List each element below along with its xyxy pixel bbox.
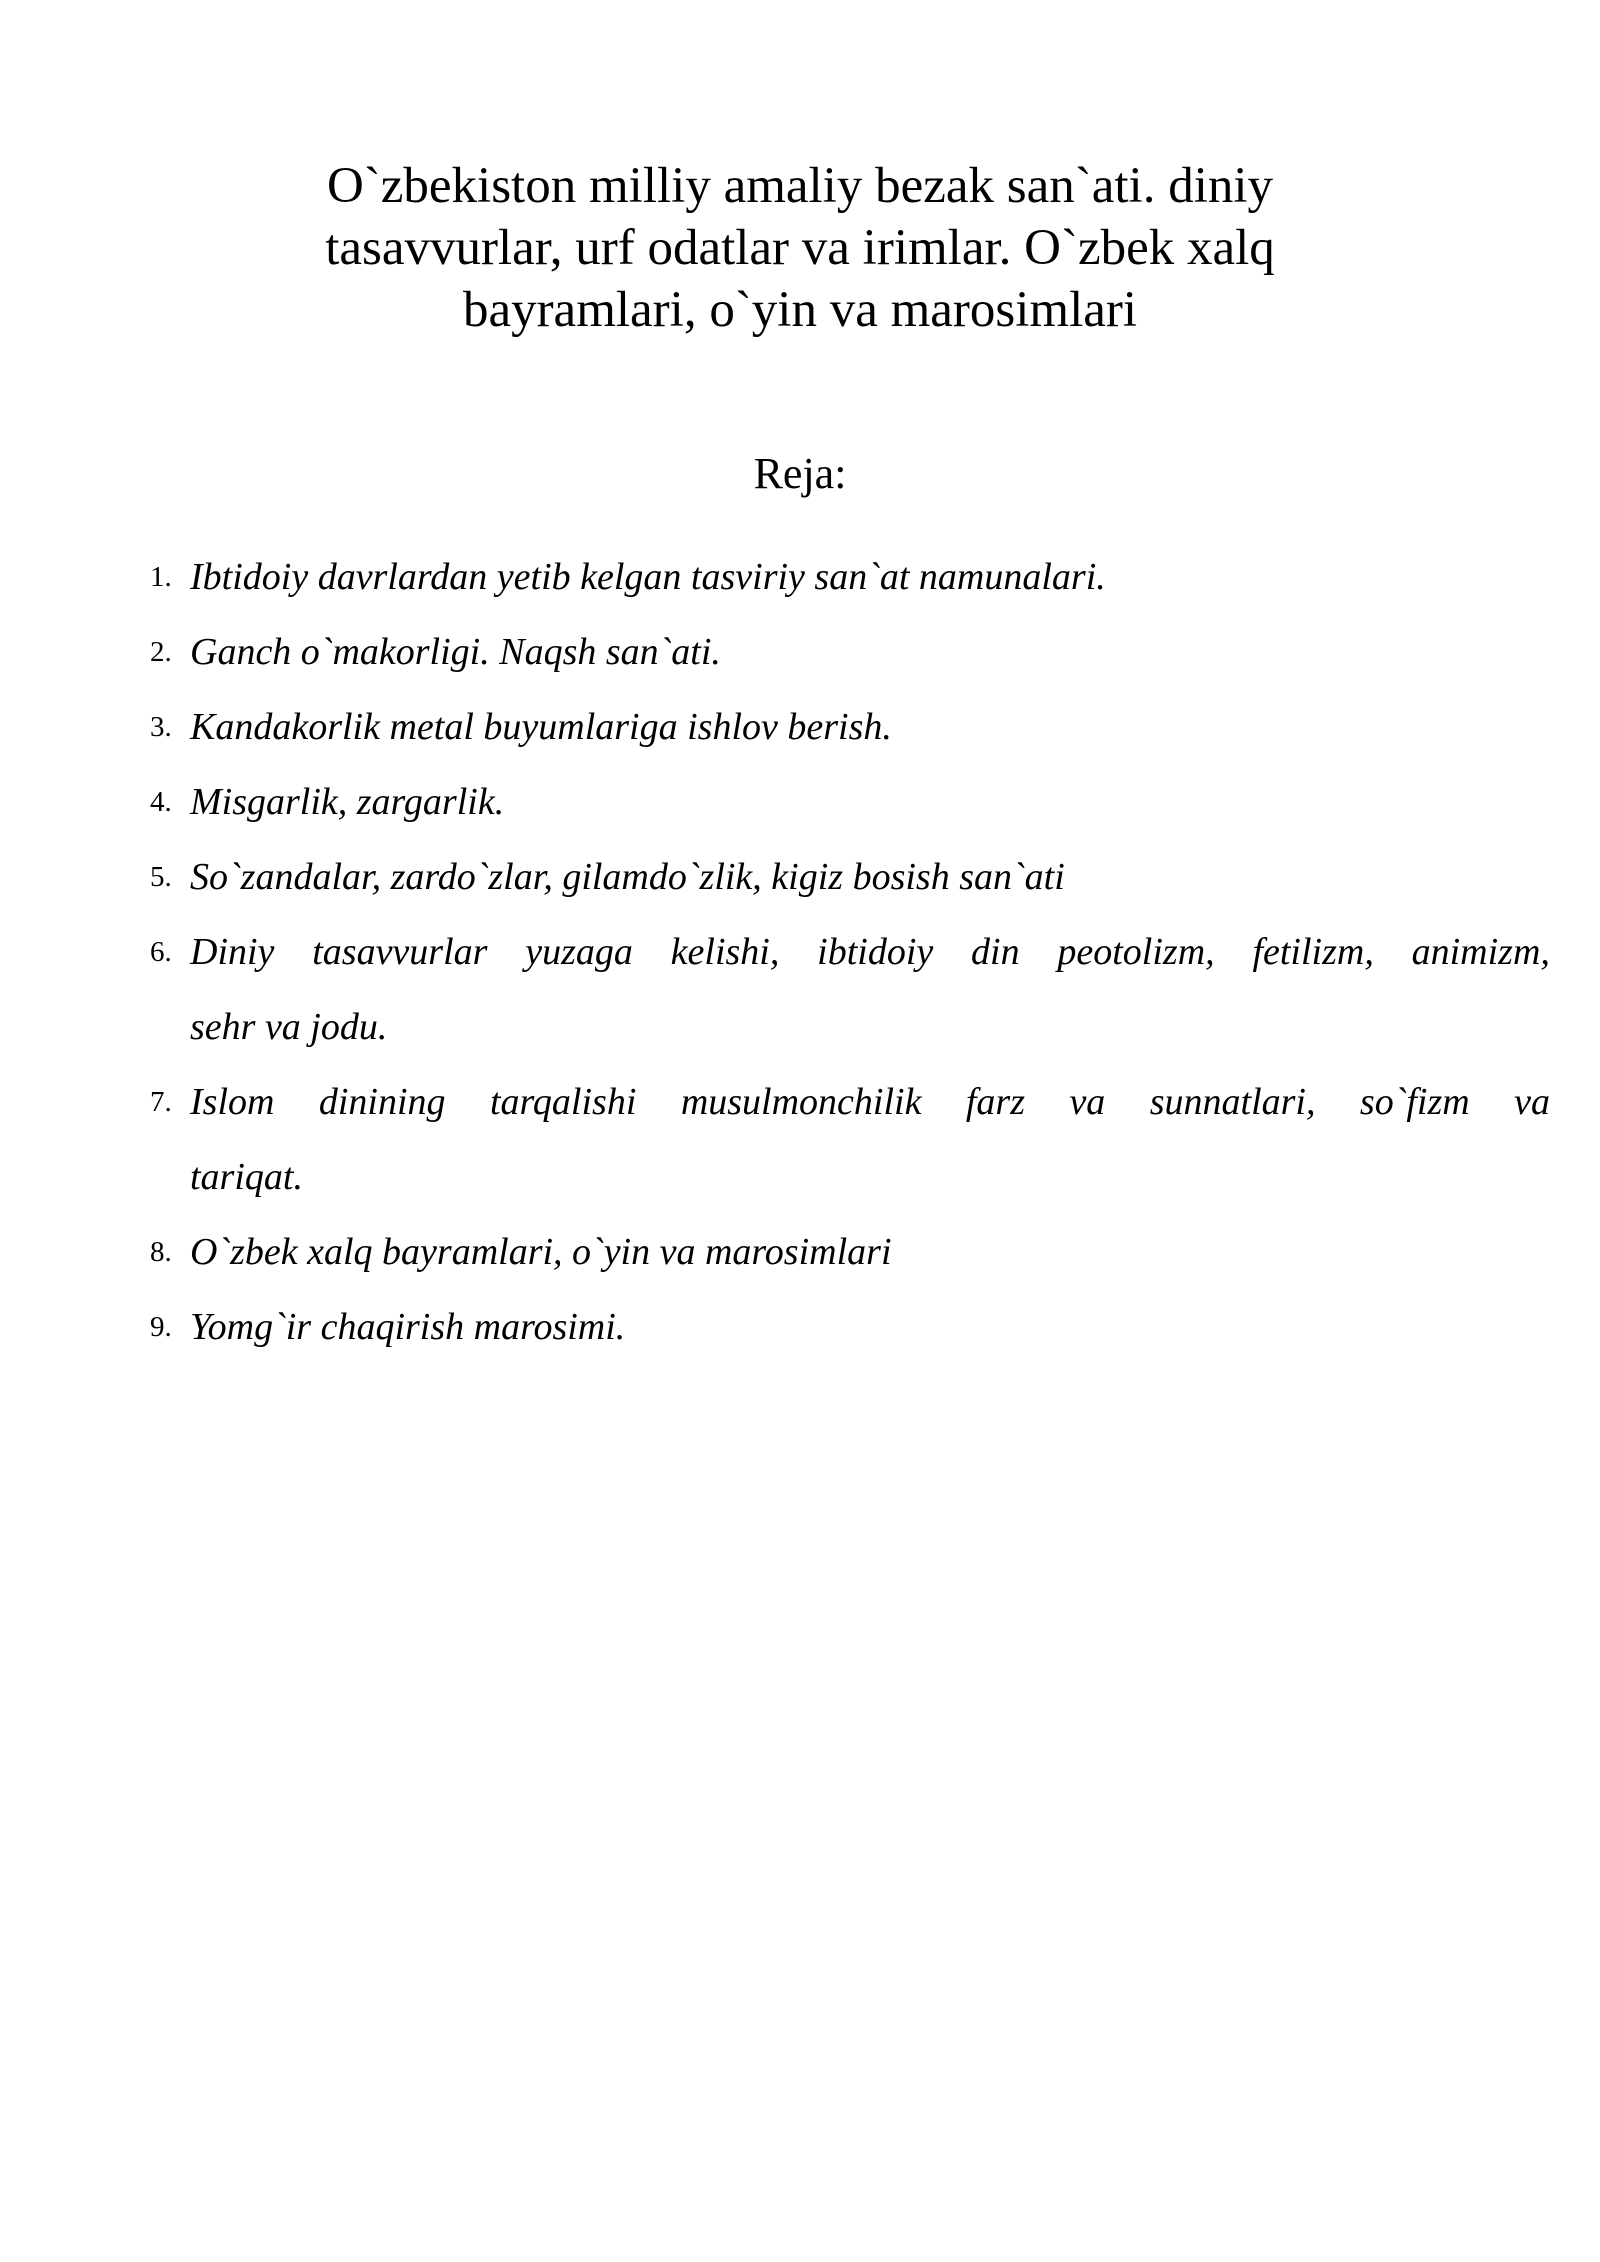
plan-item-word: va: [1514, 1081, 1550, 1123]
title-line: O`zbekiston milliy amaliy bezak san`ati. diniy: [326, 158, 1274, 214]
plan-item-line: Ibtidoiy davrlardan yetib kelgan tasviriy san`at namunalari.: [190, 556, 1106, 598]
plan-item-text: [190, 690, 1510, 765]
plan-item: [150, 1065, 1550, 1215]
plan-item: [150, 765, 1510, 840]
plan-item-line: Misgarlik, zargarlik.: [190, 781, 505, 823]
plan-item-word: animizm,: [1411, 931, 1550, 973]
plan-item-word: dinining: [318, 1081, 446, 1123]
plan-item-word: tasavvurlar: [312, 931, 488, 973]
plan-item-word: Diniy: [190, 931, 275, 973]
plan-item-number: 6.: [150, 936, 172, 968]
plan-item-text: [190, 915, 1550, 1065]
plan-item-word: farz: [965, 1081, 1026, 1123]
plan-item-number: 3.: [150, 711, 172, 743]
plan-item-number: 1.: [150, 561, 172, 593]
plan-item-number: 7.: [150, 1086, 172, 1118]
plan-item: [150, 615, 1510, 690]
plan-item-word: kelishi,: [670, 931, 780, 973]
title-line: bayramlari, o`yin va marosimlari: [462, 282, 1138, 338]
plan-item: [150, 1290, 1510, 1365]
plan-item-text: [190, 1290, 1510, 1365]
plan-item-line: [190, 915, 1550, 990]
plan-item-number: 5.: [150, 861, 172, 893]
plan-item-word: sunnatlari,: [1149, 1081, 1316, 1123]
plan-item-text: [190, 765, 1510, 840]
plan-item-text: [190, 840, 1510, 915]
plan-item: [150, 1215, 1510, 1290]
plan-item-word: tarqalishi: [489, 1081, 637, 1123]
plan-item-word: fetilizm,: [1252, 931, 1374, 973]
plan-item-number: 4.: [150, 786, 172, 818]
plan-heading: Reja:: [753, 449, 847, 498]
plan-item-word: yuzaga: [525, 931, 633, 973]
plan-item-number: 2.: [150, 636, 172, 668]
plan-item-word: Islom: [190, 1081, 275, 1123]
plan-item-line: tariqat.: [190, 1156, 303, 1198]
plan-item-text: [190, 1065, 1550, 1215]
plan-list: [150, 540, 1550, 1365]
document-title: [240, 155, 1360, 341]
plan-item-number: 8.: [150, 1236, 172, 1268]
plan-item-word: musulmonchilik: [680, 1081, 922, 1123]
plan-item-word: va: [1069, 1081, 1106, 1123]
plan-item: [150, 840, 1510, 915]
plan-item-line: O`zbek xalq bayramlari, o`yin va marosimlari: [190, 1231, 892, 1273]
plan-item-line: So`zandalar, zardo`zlar, gilamdo`zlik, kigiz bosish san`ati: [190, 856, 1065, 898]
plan-item-word: so`fizm: [1359, 1081, 1470, 1123]
plan-item-line: Yomg`ir chaqirish marosimi.: [190, 1306, 626, 1348]
plan-item-word: ibtidoiy: [817, 931, 934, 973]
plan-item: [150, 690, 1510, 765]
plan-item-text: [190, 615, 1510, 690]
plan-item-word: din: [971, 931, 1020, 973]
plan-item-line: Ganch o`makorligi. Naqsh san`ati.: [190, 631, 721, 673]
plan-item: [150, 915, 1550, 1065]
plan-item-word: peotolizm,: [1057, 931, 1215, 973]
plan-item-number: 9.: [150, 1311, 172, 1343]
title-line: tasavvurlar, urf odatlar va irimlar. O`zbek xalq: [325, 220, 1275, 276]
plan-item-text: [190, 1215, 1510, 1290]
plan-item-line: Kandakorlik metal buyumlariga ishlov berish.: [190, 706, 892, 748]
plan-item-text: [190, 540, 1510, 615]
plan-item-line: [190, 1065, 1550, 1140]
plan-item: [150, 540, 1510, 615]
plan-item-line: sehr va jodu.: [190, 1006, 388, 1048]
